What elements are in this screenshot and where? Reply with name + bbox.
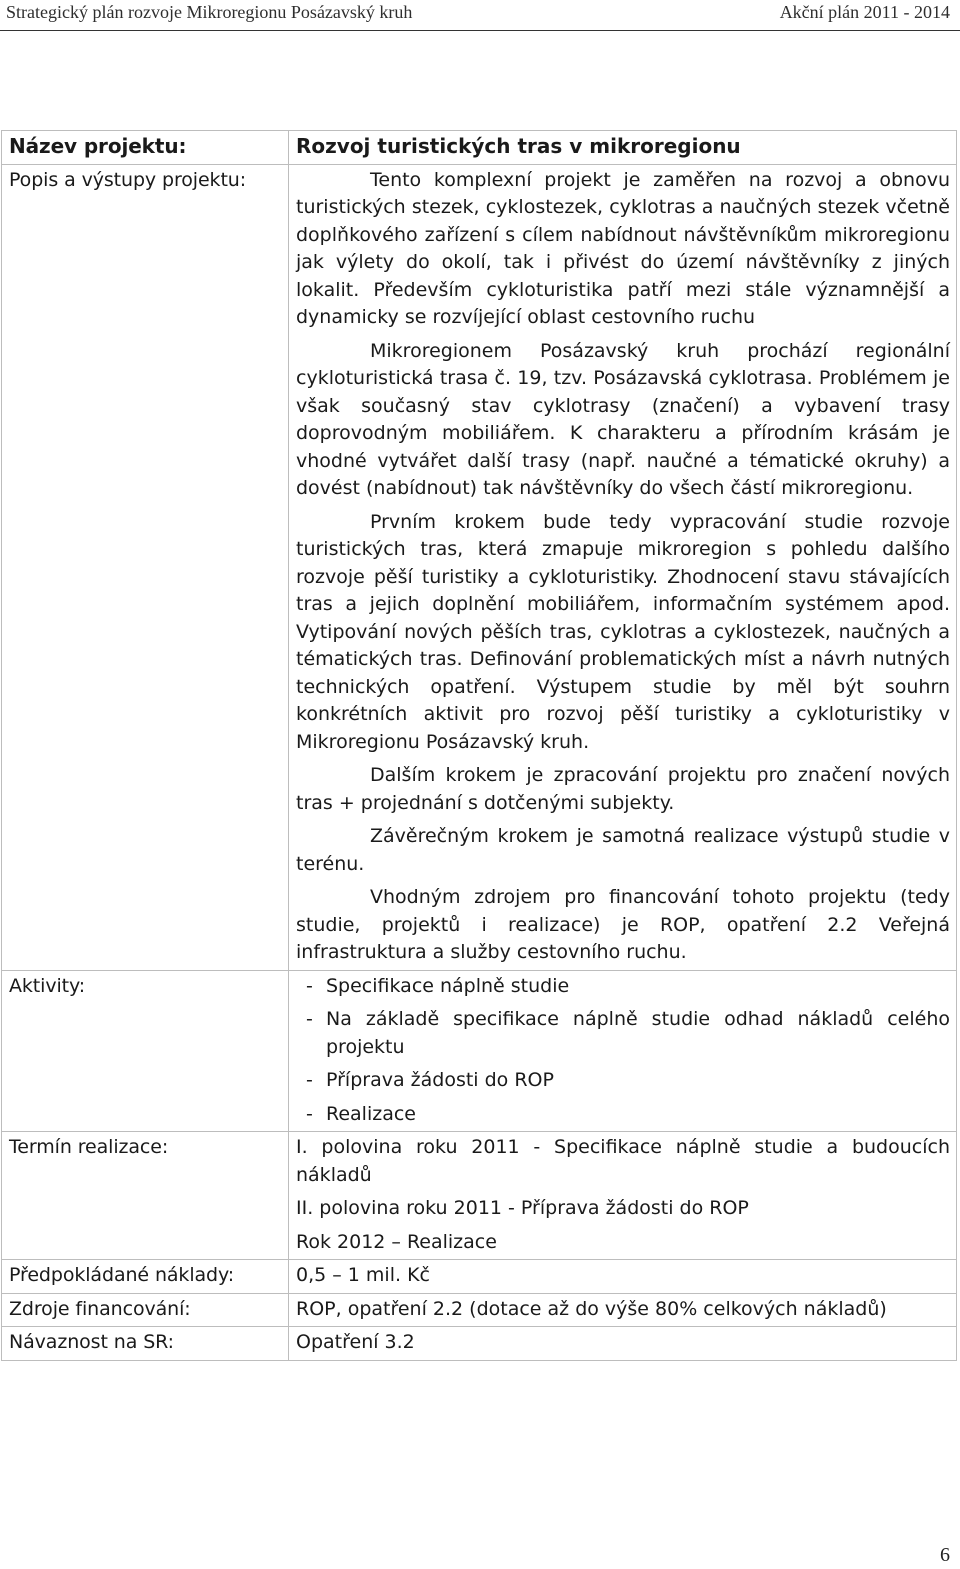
project-description-value [289, 164, 957, 970]
costs-value: 0,5 – 1 mil. Kč [289, 1260, 957, 1294]
list-dash: - [306, 974, 313, 997]
strategy-link-label: Návaznost na SR: [2, 1327, 289, 1361]
list-dash: - [306, 1102, 313, 1125]
activity-text: Realizace [326, 1102, 416, 1125]
row-project-description [2, 164, 957, 970]
description-paragraph: Závěrečným krokem je samotná realizace výstupů studie v terénu. [296, 825, 950, 875]
description-paragraph: Tento komplexní projekt je zaměřen na rozvoj a obnovu turistických stezek, cyklostezek, cyklotras a naučných stezek včetně doplňkového zařízení s cílem nabídnout návštěvníkům mikroregionu jak výlety do okolí, tak i přivést do území návštěvníky z jiných lokalit. Především cykloturistika patří mezi stále významnější a dynamicky se rozvíjející oblast cestovního ruchu [296, 168, 950, 328]
row-strategy-link [2, 1327, 957, 1361]
term-line: II. polovina roku 2011 - Příprava žádosti do ROP [296, 1197, 749, 1219]
activity-text: Na základě specifikace náplně studie odhad nákladů celého projektu [326, 1008, 950, 1058]
activity-item [306, 973, 950, 1001]
activity-item [306, 1101, 950, 1129]
row-costs [2, 1260, 957, 1294]
activity-text: Příprava žádosti do ROP [326, 1069, 554, 1091]
description-paragraph: Vhodným zdrojem pro financování tohoto projektu (tedy studie, projektů i realizace) je ROP, opatření 2.2 Veřejná infrastruktura a služby cestovního ruchu. [296, 886, 950, 963]
term-line: I. polovina roku 2011 - Specifikace náplně studie a budoucích nákladů [296, 1136, 950, 1186]
row-activities [2, 970, 957, 1132]
project-description-label: Popis a výstupy projektu: [2, 164, 289, 970]
project-name-label: Název projektu: [2, 131, 289, 165]
header-document-title: Strategický plán rozvoje Mikroregionu Posázavský kruh [6, 2, 413, 22]
activity-item [306, 1006, 950, 1061]
page-number: 6 [940, 1544, 950, 1566]
list-dash: - [306, 1008, 313, 1030]
project-table [1, 130, 957, 1361]
funding-value: ROP, opatření 2.2 (dotace až do výše 80% celkových nákladů) [289, 1293, 957, 1327]
term-label: Termín realizace: [2, 1132, 289, 1260]
activities-label: Aktivity: [2, 970, 289, 1132]
costs-label: Předpokládané náklady: [2, 1260, 289, 1294]
strategy-link-value: Opatření 3.2 [289, 1327, 957, 1361]
description-paragraph: Mikroregionem Posázavský kruh prochází regionální cykloturistická trasa č. 19, tzv. Posázavská cyklotrasa. Problémem je však současný stav cyklotrasy (značení) a vybavení trasy doprovodným mobiliářem. K charakteru a přírodním krásám je vhodné vytvářet další trasy (např. naučné a tématické okruhy) a dovést (nabídnout) tak návštěvníky do všech částí mikroregionu. [296, 339, 950, 499]
term-value [289, 1132, 957, 1260]
term-line: Rok 2012 – Realizace [296, 1230, 497, 1253]
activity-item [306, 1067, 950, 1095]
description-paragraph: Prvním krokem bude tedy vypracování studie rozvoje turistických tras, která zmapuje mikroregion s pohledu dalšího rozvoje pěší turistiky a cykloturistiky. Zhodnocení stavu stávajících tras a jejich doplnění mobiliářem, informačním systémem apod. Vytipování nových pěších tras, cyklotras a cyklostezek, naučných a tématických tras. Definování problematických míst a návrh nutných technických opatření. Výstupem studie by měl být souhrn konkrétních aktivit pro rozvoj pěší turistiky a cykloturistiky v Mikroregionu Posázavský kruh. [296, 510, 950, 753]
list-dash: - [306, 1069, 313, 1091]
activities-list [296, 973, 950, 1129]
activity-text: Specifikace náplně studie [326, 974, 570, 997]
funding-label: Zdroje financování: [2, 1293, 289, 1327]
project-name-value: Rozvoj turistických tras v mikroregionu [289, 131, 957, 165]
header-plan-period: Akční plán 2011 - 2014 [779, 2, 950, 22]
page-header [0, 0, 960, 31]
row-funding [2, 1293, 957, 1327]
row-project-name [2, 131, 957, 165]
row-term [2, 1132, 957, 1260]
activities-value [289, 970, 957, 1132]
description-paragraph: Dalším krokem je zpracování projektu pro značení nových tras + projednání s dotčenými subjekty. [296, 764, 950, 814]
